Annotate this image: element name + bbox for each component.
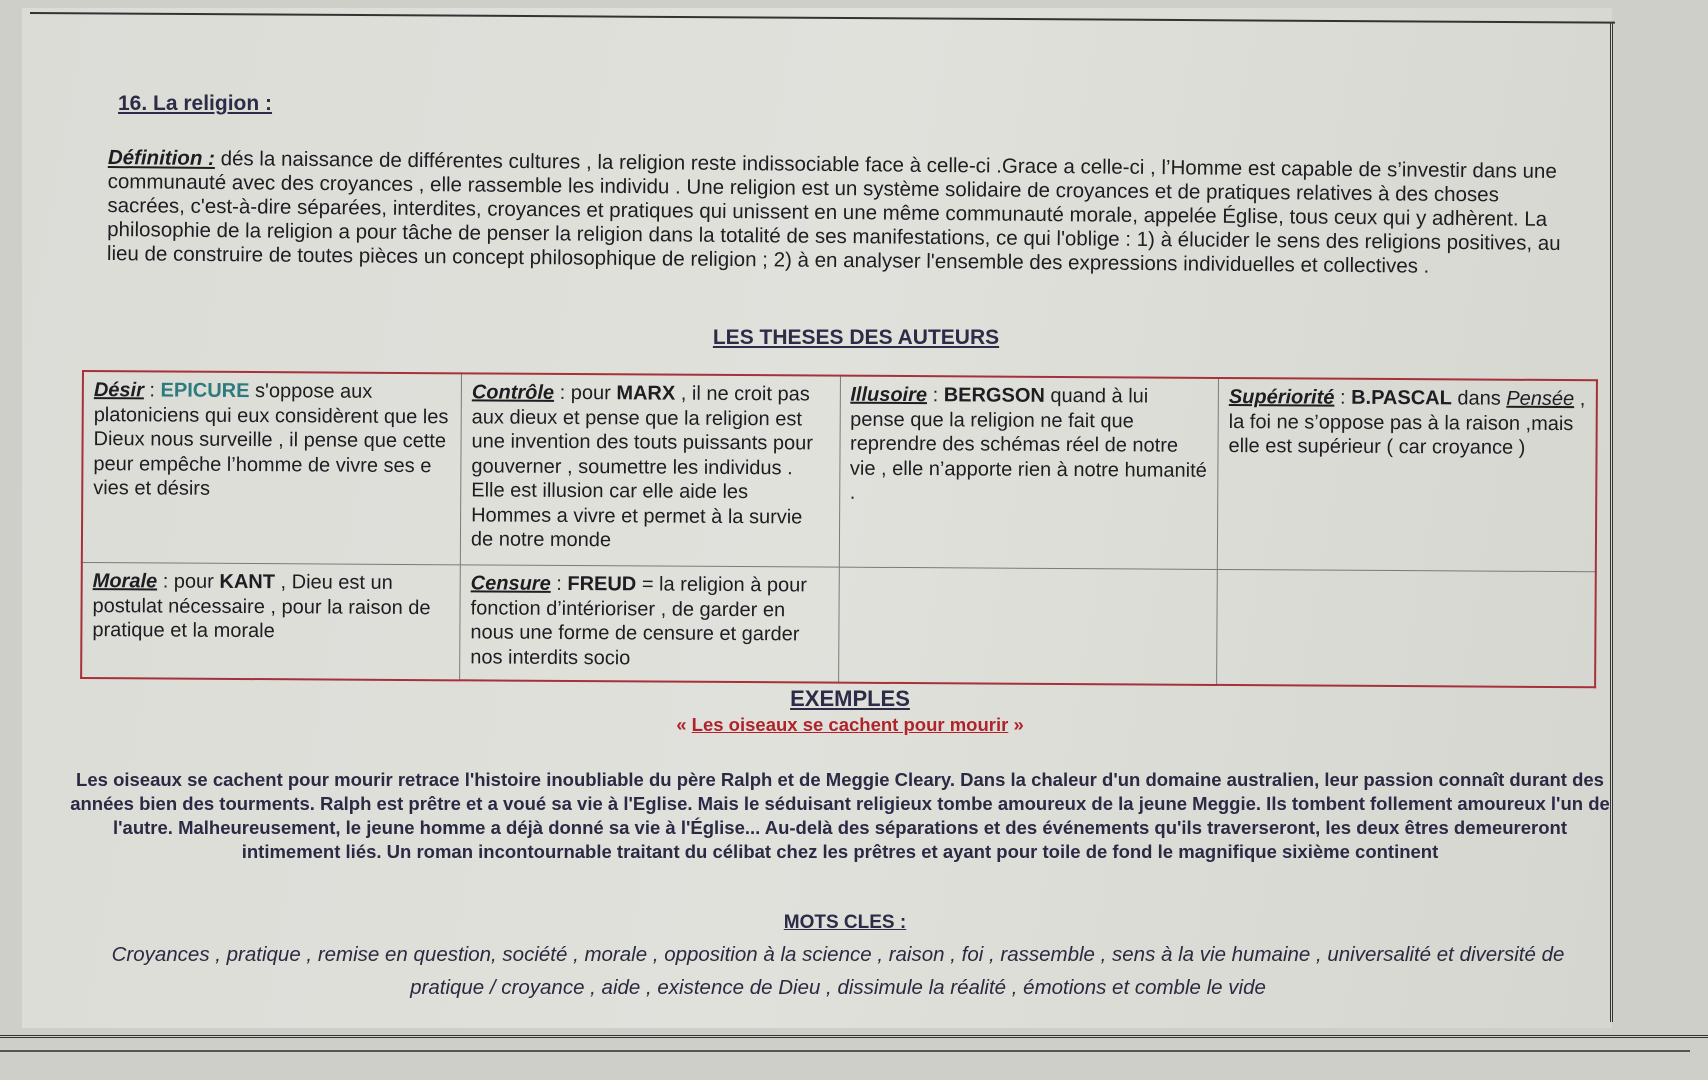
cell-illusoire [839, 376, 1219, 570]
cell-author: FREUD [567, 572, 637, 596]
cell-empty [1217, 569, 1596, 687]
cell-label: Illusoire [850, 383, 928, 407]
cell-text: , Dieu est un postulat nécessaire , pour la raison de pratique et la morale [92, 571, 431, 643]
cell-author: MARX [616, 382, 676, 405]
cell-text: , il ne croit pas aux dieux et pense que la religion est une invention des touts puissants pour gouverner , soumettre les individus . Elle est illusion car elle aide les Hommes a vivre et permet à la survie de notre monde [470, 382, 813, 552]
keywords-heading: MOTS CLES : [783, 912, 907, 933]
cell-censure [460, 565, 839, 683]
cell-text: = la religion à pour fonction d’intérioriser , de garder en nous une forme de censure et garder nos interdits socio [470, 573, 808, 669]
cell-text: , la foi ne s’oppose pas à la raison ,mais elle est supérieur ( car croyance ) [1228, 388, 1586, 459]
cell-superiorite [1217, 378, 1597, 572]
cell-label: Désir [93, 379, 144, 402]
cell-author: KANT [219, 570, 276, 594]
cell-label: Contrôle [471, 381, 555, 404]
cell-label: Censure [470, 572, 551, 595]
cell-label: Supériorité [1228, 386, 1335, 409]
examples-heading: EXEMPLES [790, 686, 910, 711]
close-quote: » [1008, 714, 1024, 735]
section-title: 16. La religion : [118, 92, 273, 115]
cell-desir [82, 371, 462, 565]
example-summary: Les oiseaux se cachent pour mourir retrace l'histoire inoubliable du père Ralph et de Meggie Cleary. Dans la chaleur d'un domaine australien, leur passion connaît durant des années bien des tourments. Ralph est prêtre et a voué sa vie à l'Eglise. Mais le séduisant religieux tombe amoureux de la jeune Meggie. Ils tombent follement amoureux l'un de l'autre. Malheureusement, le jeune homme a déjà donné sa vie à l'Église... Au-delà des séparations et des événements qu'ils traverseront, les deux êtres demeureront intimement liés. Un roman incontournable traitant du célibat chez les prêtres et ayant pour toile de fond le magnifique sixième continent [70, 769, 1610, 862]
cell-author: EPICURE [160, 379, 250, 403]
table-row [82, 371, 1597, 572]
cell-pre: dans [1451, 387, 1507, 410]
theses-table [80, 370, 1598, 688]
book-title-text: Les oiseaux se cachent pour mourir [691, 714, 1009, 735]
cell-sep: : [926, 384, 944, 407]
cell-label: Morale [92, 570, 158, 593]
next-page-edge [0, 1050, 1690, 1052]
cell-sep: : pour [554, 381, 617, 405]
example-book-title [0, 714, 1700, 736]
cell-work-title: Pensée [1506, 387, 1575, 411]
cell-morale [81, 563, 460, 681]
frame-border-bottom [0, 1035, 1708, 1038]
table-row [81, 563, 1596, 688]
cell-author: B.PASCAL [1351, 386, 1452, 410]
definition-text: dés la naissance de différentes cultures , la religion reste indissociable face à celle-ci .Grace a celle-ci , l’Homme est capable de s’investir dans une communauté avec des croyances , elle rassemble les individu . Une religion est un système solidaire de croyances et de pratiques relatives à des choses sacrées, c'est-à-dire séparées, interdites, croyances et pratiques qui unissent en une même communauté morale, appelée Église, tous ceux qui y adhèrent. La philosophie de la religion a pour tâche de penser la religion dans la totalité de ses manifestations, ce qui l'oblige : 1) à élucider le sens des religions positives, au lieu de construire de toutes pièces un concept philosophique de religion ; 2) à en analyser l'ensemble des expressions individuelles et collectives . [106, 147, 1561, 278]
definition-label: Définition : [107, 146, 216, 171]
definition-paragraph [107, 146, 1568, 280]
frame-border-right [1610, 22, 1613, 1022]
cell-text: quand à lui pense que la religion ne fait que reprendre des schémas réel de notre vie , elle n’apporte rien à notre humanité . [849, 384, 1207, 504]
cell-empty [838, 567, 1217, 685]
cell-sep: : [1334, 386, 1352, 409]
cell-sep: : pour [157, 570, 220, 593]
cell-author: BERGSON [943, 384, 1045, 407]
cell-sep: : [143, 379, 161, 402]
cell-sep: : [550, 572, 568, 595]
cell-controle [460, 373, 840, 567]
cell-text: s'oppose aux platoniciens qui eux considèrent que les Dieux nous surveille , il pense que cette peur empêche l’homme de vivre ses e vies et désirs [93, 380, 449, 500]
keywords-list: Croyances , pratique , remise en question, société , morale , opposition à la science , raison , foi , rassemble , sens à la vie humaine , universalité et diversité de pratique / croyance , aide , existence de Dieu , dissimule la réalité , émotions et comble le vide [111, 943, 1565, 999]
open-quote: « [676, 714, 692, 735]
theses-heading: LES THESES DES AUTEURS [712, 326, 1000, 349]
